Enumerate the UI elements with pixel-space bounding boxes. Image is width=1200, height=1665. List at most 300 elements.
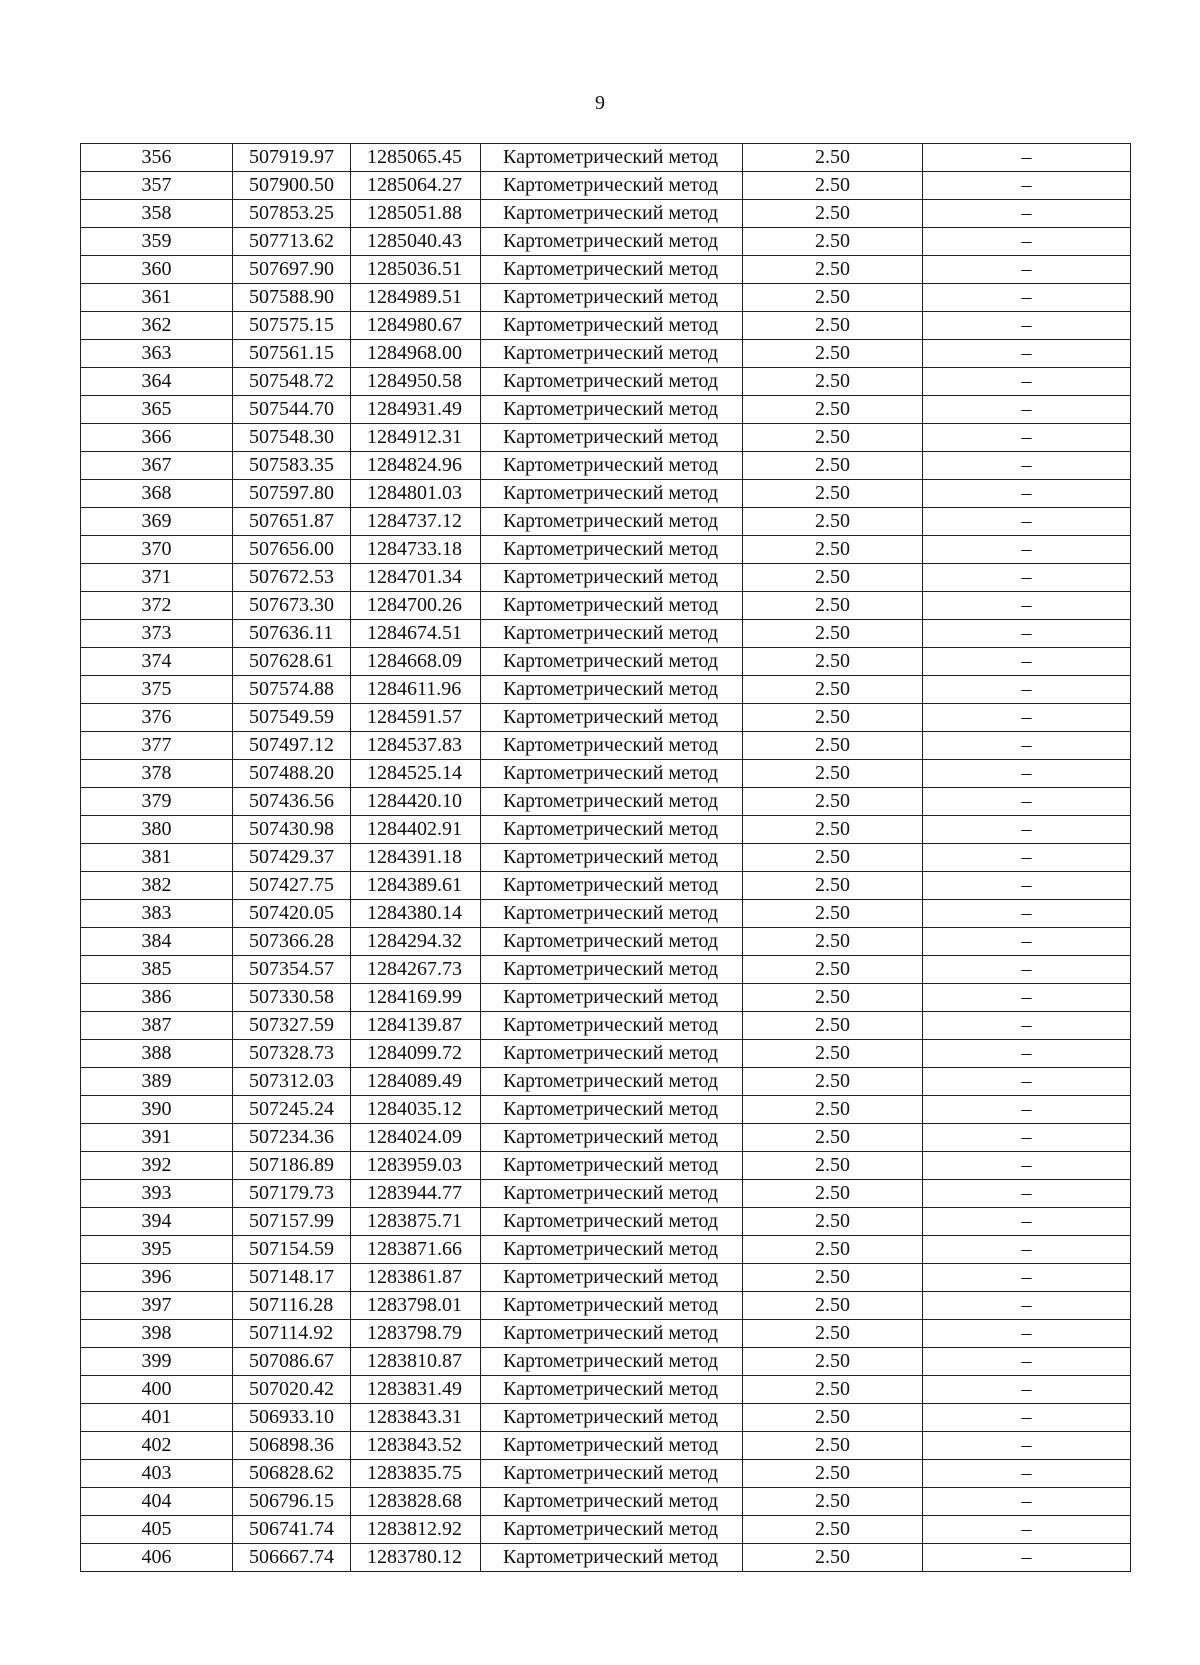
y-coordinate-cell: 1283810.87	[351, 1348, 481, 1376]
method-cell: Картометрический метод	[481, 1040, 743, 1068]
accuracy-cell: 2.50	[743, 1544, 923, 1572]
point-number-cell: 361	[81, 284, 233, 312]
accuracy-cell: 2.50	[743, 536, 923, 564]
method-cell: Картометрический метод	[481, 1292, 743, 1320]
y-coordinate-cell: 1284733.18	[351, 536, 481, 564]
y-coordinate-cell: 1284674.51	[351, 620, 481, 648]
note-cell: –	[923, 1544, 1131, 1572]
point-number-cell: 374	[81, 648, 233, 676]
point-number-cell: 397	[81, 1292, 233, 1320]
method-cell: Картометрический метод	[481, 676, 743, 704]
point-number-cell: 406	[81, 1544, 233, 1572]
y-coordinate-cell: 1283798.79	[351, 1320, 481, 1348]
note-cell: –	[923, 1096, 1131, 1124]
y-coordinate-cell: 1284035.12	[351, 1096, 481, 1124]
method-cell: Картометрический метод	[481, 816, 743, 844]
point-number-cell: 372	[81, 592, 233, 620]
table-row	[81, 424, 1131, 452]
x-coordinate-cell: 507327.59	[233, 1012, 351, 1040]
y-coordinate-cell: 1284701.34	[351, 564, 481, 592]
note-cell: –	[923, 452, 1131, 480]
x-coordinate-cell: 507488.20	[233, 760, 351, 788]
y-coordinate-cell: 1284294.32	[351, 928, 481, 956]
y-coordinate-cell: 1284668.09	[351, 648, 481, 676]
x-coordinate-cell: 506898.36	[233, 1432, 351, 1460]
method-cell: Картометрический метод	[481, 284, 743, 312]
point-number-cell: 376	[81, 704, 233, 732]
accuracy-cell: 2.50	[743, 1040, 923, 1068]
y-coordinate-cell: 1283843.52	[351, 1432, 481, 1460]
note-cell: –	[923, 396, 1131, 424]
note-cell: –	[923, 256, 1131, 284]
point-number-cell: 396	[81, 1264, 233, 1292]
coordinates-table-body	[81, 144, 1131, 1572]
method-cell: Картометрический метод	[481, 1376, 743, 1404]
point-number-cell: 377	[81, 732, 233, 760]
x-coordinate-cell: 507328.73	[233, 1040, 351, 1068]
note-cell: –	[923, 760, 1131, 788]
note-cell: –	[923, 900, 1131, 928]
table-row	[81, 480, 1131, 508]
table-row	[81, 900, 1131, 928]
accuracy-cell: 2.50	[743, 200, 923, 228]
accuracy-cell: 2.50	[743, 340, 923, 368]
method-cell: Картометрический метод	[481, 872, 743, 900]
point-number-cell: 399	[81, 1348, 233, 1376]
x-coordinate-cell: 507420.05	[233, 900, 351, 928]
method-cell: Картометрический метод	[481, 1432, 743, 1460]
accuracy-cell: 2.50	[743, 508, 923, 536]
y-coordinate-cell: 1284139.87	[351, 1012, 481, 1040]
accuracy-cell: 2.50	[743, 1376, 923, 1404]
table-row	[81, 1180, 1131, 1208]
y-coordinate-cell: 1283875.71	[351, 1208, 481, 1236]
accuracy-cell: 2.50	[743, 928, 923, 956]
point-number-cell: 356	[81, 144, 233, 172]
y-coordinate-cell: 1284267.73	[351, 956, 481, 984]
method-cell: Картометрический метод	[481, 424, 743, 452]
x-coordinate-cell: 506933.10	[233, 1404, 351, 1432]
x-coordinate-cell: 507597.80	[233, 480, 351, 508]
table-row	[81, 872, 1131, 900]
y-coordinate-cell: 1284591.57	[351, 704, 481, 732]
accuracy-cell: 2.50	[743, 1320, 923, 1348]
x-coordinate-cell: 507020.42	[233, 1376, 351, 1404]
point-number-cell: 395	[81, 1236, 233, 1264]
note-cell: –	[923, 144, 1131, 172]
method-cell: Картометрический метод	[481, 956, 743, 984]
method-cell: Картометрический метод	[481, 900, 743, 928]
x-coordinate-cell: 507114.92	[233, 1320, 351, 1348]
point-number-cell: 381	[81, 844, 233, 872]
x-coordinate-cell: 506741.74	[233, 1516, 351, 1544]
point-number-cell: 405	[81, 1516, 233, 1544]
method-cell: Картометрический метод	[481, 1236, 743, 1264]
y-coordinate-cell: 1283780.12	[351, 1544, 481, 1572]
point-number-cell: 358	[81, 200, 233, 228]
point-number-cell: 367	[81, 452, 233, 480]
method-cell: Картометрический метод	[481, 1404, 743, 1432]
x-coordinate-cell: 507636.11	[233, 620, 351, 648]
method-cell: Картометрический метод	[481, 1124, 743, 1152]
table-row	[81, 228, 1131, 256]
table-row	[81, 1516, 1131, 1544]
method-cell: Картометрический метод	[481, 788, 743, 816]
point-number-cell: 365	[81, 396, 233, 424]
table-row	[81, 844, 1131, 872]
x-coordinate-cell: 507544.70	[233, 396, 351, 424]
method-cell: Картометрический метод	[481, 1460, 743, 1488]
y-coordinate-cell: 1284089.49	[351, 1068, 481, 1096]
accuracy-cell: 2.50	[743, 648, 923, 676]
accuracy-cell: 2.50	[743, 284, 923, 312]
table-row	[81, 1152, 1131, 1180]
x-coordinate-cell: 507561.15	[233, 340, 351, 368]
accuracy-cell: 2.50	[743, 256, 923, 284]
method-cell: Картометрический метод	[481, 172, 743, 200]
table-row	[81, 1096, 1131, 1124]
y-coordinate-cell: 1283843.31	[351, 1404, 481, 1432]
method-cell: Картометрический метод	[481, 704, 743, 732]
accuracy-cell: 2.50	[743, 732, 923, 760]
table-row	[81, 1460, 1131, 1488]
x-coordinate-cell: 507179.73	[233, 1180, 351, 1208]
y-coordinate-cell: 1284700.26	[351, 592, 481, 620]
x-coordinate-cell: 507354.57	[233, 956, 351, 984]
point-number-cell: 360	[81, 256, 233, 284]
accuracy-cell: 2.50	[743, 1432, 923, 1460]
accuracy-cell: 2.50	[743, 452, 923, 480]
point-number-cell: 402	[81, 1432, 233, 1460]
method-cell: Картометрический метод	[481, 1544, 743, 1572]
x-coordinate-cell: 507919.97	[233, 144, 351, 172]
accuracy-cell: 2.50	[743, 424, 923, 452]
point-number-cell: 378	[81, 760, 233, 788]
x-coordinate-cell: 507429.37	[233, 844, 351, 872]
accuracy-cell: 2.50	[743, 1152, 923, 1180]
accuracy-cell: 2.50	[743, 788, 923, 816]
note-cell: –	[923, 1432, 1131, 1460]
accuracy-cell: 2.50	[743, 1124, 923, 1152]
note-cell: –	[923, 620, 1131, 648]
x-coordinate-cell: 506828.62	[233, 1460, 351, 1488]
table-row	[81, 816, 1131, 844]
note-cell: –	[923, 1152, 1131, 1180]
point-number-cell: 393	[81, 1180, 233, 1208]
x-coordinate-cell: 506667.74	[233, 1544, 351, 1572]
table-row	[81, 1348, 1131, 1376]
y-coordinate-cell: 1283831.49	[351, 1376, 481, 1404]
x-coordinate-cell: 507900.50	[233, 172, 351, 200]
x-coordinate-cell: 507673.30	[233, 592, 351, 620]
method-cell: Картометрический метод	[481, 368, 743, 396]
page-number: 9	[595, 92, 605, 114]
accuracy-cell: 2.50	[743, 1180, 923, 1208]
point-number-cell: 369	[81, 508, 233, 536]
x-coordinate-cell: 507427.75	[233, 872, 351, 900]
y-coordinate-cell: 1285036.51	[351, 256, 481, 284]
method-cell: Картометрический метод	[481, 984, 743, 1012]
method-cell: Картометрический метод	[481, 312, 743, 340]
method-cell: Картометрический метод	[481, 648, 743, 676]
accuracy-cell: 2.50	[743, 1460, 923, 1488]
table-row	[81, 760, 1131, 788]
point-number-cell: 394	[81, 1208, 233, 1236]
note-cell: –	[923, 1180, 1131, 1208]
accuracy-cell: 2.50	[743, 760, 923, 788]
y-coordinate-cell: 1283828.68	[351, 1488, 481, 1516]
note-cell: –	[923, 732, 1131, 760]
note-cell: –	[923, 592, 1131, 620]
method-cell: Картометрический метод	[481, 144, 743, 172]
method-cell: Картометрический метод	[481, 1096, 743, 1124]
note-cell: –	[923, 312, 1131, 340]
x-coordinate-cell: 507154.59	[233, 1236, 351, 1264]
table-row	[81, 536, 1131, 564]
table-row	[81, 368, 1131, 396]
table-row	[81, 1432, 1131, 1460]
point-number-cell: 380	[81, 816, 233, 844]
y-coordinate-cell: 1284611.96	[351, 676, 481, 704]
table-row	[81, 564, 1131, 592]
accuracy-cell: 2.50	[743, 1236, 923, 1264]
y-coordinate-cell: 1283812.92	[351, 1516, 481, 1544]
y-coordinate-cell: 1284950.58	[351, 368, 481, 396]
table-row	[81, 620, 1131, 648]
x-coordinate-cell: 507628.61	[233, 648, 351, 676]
y-coordinate-cell: 1284968.00	[351, 340, 481, 368]
x-coordinate-cell: 507583.35	[233, 452, 351, 480]
note-cell: –	[923, 956, 1131, 984]
x-coordinate-cell: 507157.99	[233, 1208, 351, 1236]
note-cell: –	[923, 1320, 1131, 1348]
point-number-cell: 362	[81, 312, 233, 340]
note-cell: –	[923, 872, 1131, 900]
table-row	[81, 928, 1131, 956]
method-cell: Картометрический метод	[481, 620, 743, 648]
method-cell: Картометрический метод	[481, 844, 743, 872]
method-cell: Картометрический метод	[481, 760, 743, 788]
method-cell: Картометрический метод	[481, 200, 743, 228]
table-row	[81, 1376, 1131, 1404]
note-cell: –	[923, 1068, 1131, 1096]
method-cell: Картометрический метод	[481, 1348, 743, 1376]
method-cell: Картометрический метод	[481, 508, 743, 536]
x-coordinate-cell: 507430.98	[233, 816, 351, 844]
method-cell: Картометрический метод	[481, 480, 743, 508]
point-number-cell: 371	[81, 564, 233, 592]
x-coordinate-cell: 507574.88	[233, 676, 351, 704]
method-cell: Картометрический метод	[481, 732, 743, 760]
note-cell: –	[923, 564, 1131, 592]
x-coordinate-cell: 506796.15	[233, 1488, 351, 1516]
x-coordinate-cell: 507245.24	[233, 1096, 351, 1124]
table-row	[81, 732, 1131, 760]
table-row	[81, 1124, 1131, 1152]
method-cell: Картометрический метод	[481, 1264, 743, 1292]
note-cell: –	[923, 340, 1131, 368]
x-coordinate-cell: 507853.25	[233, 200, 351, 228]
table-row	[81, 984, 1131, 1012]
y-coordinate-cell: 1284537.83	[351, 732, 481, 760]
note-cell: –	[923, 1292, 1131, 1320]
x-coordinate-cell: 507697.90	[233, 256, 351, 284]
table-row	[81, 1264, 1131, 1292]
method-cell: Картометрический метод	[481, 1068, 743, 1096]
note-cell: –	[923, 984, 1131, 1012]
table-row	[81, 1068, 1131, 1096]
point-number-cell: 357	[81, 172, 233, 200]
accuracy-cell: 2.50	[743, 1012, 923, 1040]
point-number-cell: 364	[81, 368, 233, 396]
method-cell: Картометрический метод	[481, 1208, 743, 1236]
note-cell: –	[923, 1404, 1131, 1432]
point-number-cell: 398	[81, 1320, 233, 1348]
method-cell: Картометрический метод	[481, 1012, 743, 1040]
point-number-cell: 373	[81, 620, 233, 648]
y-coordinate-cell: 1283959.03	[351, 1152, 481, 1180]
note-cell: –	[923, 1264, 1131, 1292]
accuracy-cell: 2.50	[743, 172, 923, 200]
table-row	[81, 1404, 1131, 1432]
y-coordinate-cell: 1284099.72	[351, 1040, 481, 1068]
table-row	[81, 172, 1131, 200]
accuracy-cell: 2.50	[743, 956, 923, 984]
point-number-cell: 382	[81, 872, 233, 900]
table-row	[81, 396, 1131, 424]
accuracy-cell: 2.50	[743, 704, 923, 732]
table-row	[81, 144, 1131, 172]
table-row	[81, 1488, 1131, 1516]
point-number-cell: 375	[81, 676, 233, 704]
note-cell: –	[923, 676, 1131, 704]
note-cell: –	[923, 704, 1131, 732]
note-cell: –	[923, 1236, 1131, 1264]
note-cell: –	[923, 1488, 1131, 1516]
coordinates-table	[80, 143, 1131, 1572]
table-row	[81, 1320, 1131, 1348]
table-row	[81, 648, 1131, 676]
accuracy-cell: 2.50	[743, 1264, 923, 1292]
accuracy-cell: 2.50	[743, 1208, 923, 1236]
y-coordinate-cell: 1284931.49	[351, 396, 481, 424]
y-coordinate-cell: 1283944.77	[351, 1180, 481, 1208]
table-row	[81, 1012, 1131, 1040]
y-coordinate-cell: 1284402.91	[351, 816, 481, 844]
method-cell: Картометрический метод	[481, 340, 743, 368]
y-coordinate-cell: 1284525.14	[351, 760, 481, 788]
method-cell: Картометрический метод	[481, 1516, 743, 1544]
x-coordinate-cell: 507651.87	[233, 508, 351, 536]
table-row	[81, 312, 1131, 340]
point-number-cell: 379	[81, 788, 233, 816]
y-coordinate-cell: 1284169.99	[351, 984, 481, 1012]
note-cell: –	[923, 1040, 1131, 1068]
x-coordinate-cell: 507312.03	[233, 1068, 351, 1096]
accuracy-cell: 2.50	[743, 1348, 923, 1376]
point-number-cell: 387	[81, 1012, 233, 1040]
y-coordinate-cell: 1284980.67	[351, 312, 481, 340]
y-coordinate-cell: 1284420.10	[351, 788, 481, 816]
table-row	[81, 704, 1131, 732]
accuracy-cell: 2.50	[743, 1488, 923, 1516]
note-cell: –	[923, 172, 1131, 200]
point-number-cell: 386	[81, 984, 233, 1012]
table-row	[81, 1040, 1131, 1068]
y-coordinate-cell: 1284989.51	[351, 284, 481, 312]
note-cell: –	[923, 648, 1131, 676]
accuracy-cell: 2.50	[743, 1096, 923, 1124]
x-coordinate-cell: 507588.90	[233, 284, 351, 312]
accuracy-cell: 2.50	[743, 480, 923, 508]
accuracy-cell: 2.50	[743, 1516, 923, 1544]
method-cell: Картометрический метод	[481, 1180, 743, 1208]
table-row	[81, 256, 1131, 284]
accuracy-cell: 2.50	[743, 816, 923, 844]
point-number-cell: 391	[81, 1124, 233, 1152]
x-coordinate-cell: 507497.12	[233, 732, 351, 760]
x-coordinate-cell: 507186.89	[233, 1152, 351, 1180]
y-coordinate-cell: 1284380.14	[351, 900, 481, 928]
note-cell: –	[923, 284, 1131, 312]
point-number-cell: 389	[81, 1068, 233, 1096]
x-coordinate-cell: 507548.72	[233, 368, 351, 396]
y-coordinate-cell: 1284801.03	[351, 480, 481, 508]
x-coordinate-cell: 507436.56	[233, 788, 351, 816]
method-cell: Картометрический метод	[481, 564, 743, 592]
x-coordinate-cell: 507713.62	[233, 228, 351, 256]
x-coordinate-cell: 507366.28	[233, 928, 351, 956]
method-cell: Картометрический метод	[481, 452, 743, 480]
point-number-cell: 370	[81, 536, 233, 564]
y-coordinate-cell: 1284737.12	[351, 508, 481, 536]
table-row	[81, 1236, 1131, 1264]
point-number-cell: 390	[81, 1096, 233, 1124]
note-cell: –	[923, 480, 1131, 508]
accuracy-cell: 2.50	[743, 1292, 923, 1320]
x-coordinate-cell: 507234.36	[233, 1124, 351, 1152]
y-coordinate-cell: 1284912.31	[351, 424, 481, 452]
y-coordinate-cell: 1283835.75	[351, 1460, 481, 1488]
table-row	[81, 200, 1131, 228]
note-cell: –	[923, 200, 1131, 228]
method-cell: Картометрический метод	[481, 536, 743, 564]
y-coordinate-cell: 1284391.18	[351, 844, 481, 872]
y-coordinate-cell: 1285040.43	[351, 228, 481, 256]
x-coordinate-cell: 507548.30	[233, 424, 351, 452]
table-row	[81, 592, 1131, 620]
y-coordinate-cell: 1283798.01	[351, 1292, 481, 1320]
accuracy-cell: 2.50	[743, 1068, 923, 1096]
y-coordinate-cell: 1284024.09	[351, 1124, 481, 1152]
note-cell: –	[923, 844, 1131, 872]
note-cell: –	[923, 508, 1131, 536]
point-number-cell: 359	[81, 228, 233, 256]
point-number-cell: 383	[81, 900, 233, 928]
table-row	[81, 508, 1131, 536]
accuracy-cell: 2.50	[743, 368, 923, 396]
method-cell: Картометрический метод	[481, 228, 743, 256]
x-coordinate-cell: 507086.67	[233, 1348, 351, 1376]
note-cell: –	[923, 1516, 1131, 1544]
accuracy-cell: 2.50	[743, 844, 923, 872]
y-coordinate-cell: 1285064.27	[351, 172, 481, 200]
x-coordinate-cell: 507148.17	[233, 1264, 351, 1292]
table-row	[81, 284, 1131, 312]
table-row	[81, 956, 1131, 984]
method-cell: Картометрический метод	[481, 1488, 743, 1516]
table-row	[81, 788, 1131, 816]
